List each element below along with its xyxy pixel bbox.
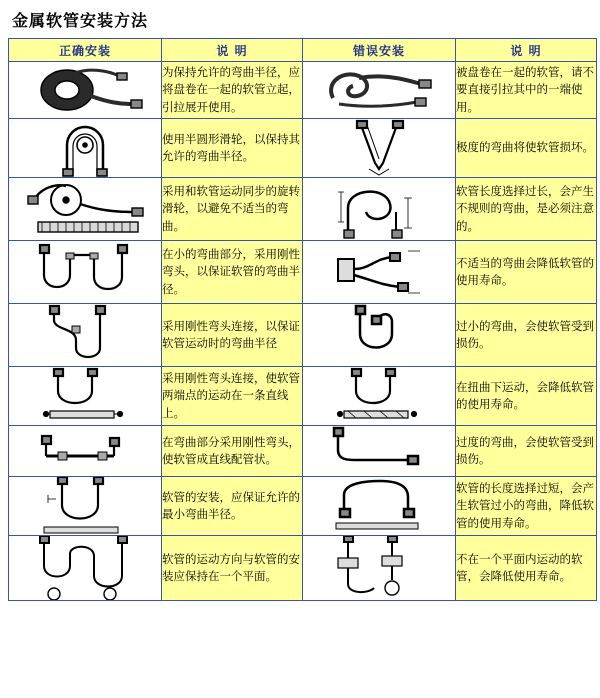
hose-over-semicircular-sheave-icon [9,119,162,178]
rigid-elbow-straight-line-motion-icon [9,367,162,426]
row-2-correct-desc: 使用半圆形滑轮，以保持其允许的弯曲半径。 [162,119,303,178]
row-6-wrong-desc: 在扭曲下运动，会降低软管的使用寿命。 [456,367,597,426]
row-1-wrong-desc: 被盘卷在一起的软管，请不要直接引拉其中的一端使用。 [456,62,597,119]
header-wrong-desc: 说 明 [456,39,597,62]
header-correct-install: 正确安装 [9,39,162,62]
row-7-correct-desc: 在弯曲部分采用刚性弯头，使软管成直线配管状。 [162,426,303,477]
too-small-bend-radius-icon [303,304,456,367]
header-wrong-install: 错误安装 [303,39,456,62]
hose-minimum-bend-radius-install-icon [9,477,162,536]
twisted-hose-motion-icon [303,367,456,426]
page-title: 金属软管安装方法 [12,11,149,30]
table-header [9,39,597,62]
row-3-correct-desc: 采用和软管运动同步的旋转滑轮，以避免不适当的弯曲。 [162,178,303,241]
row-4-wrong-desc: 不适当的弯曲会降低软管的使用寿命。 [456,241,597,304]
row-5-correct-desc: 采用刚性弯头连接，以保证软管运动时的弯曲半径 [162,304,303,367]
hose-excess-length-irregular-bend-icon [303,178,456,241]
row-2-wrong-desc: 极度的弯曲将使软管损坏。 [456,119,597,178]
row-9-correct-desc: 软管的运动方向与软管的安装应保持在一个平面。 [162,536,303,601]
table-row [9,426,597,477]
coiled-hose-pulled-straight-icon [303,62,456,119]
header-row [9,39,597,62]
table-body [9,62,597,601]
table-row [9,62,597,119]
hose-motion-out-of-plane-icon [303,536,456,601]
table-row [9,477,597,536]
installation-methods-table [8,38,597,601]
row-5-wrong-desc: 过小的弯曲，会使软管受到损伤。 [456,304,597,367]
coiled-hose-upright-icon [9,62,162,119]
row-7-wrong-desc: 过度的弯曲，会使软管受到损伤。 [456,426,597,477]
row-3-wrong-desc: 软管长度选择过长，会产生不规则的弯曲，是必须注意的。 [456,178,597,241]
hose-with-rotating-sheave-chain-icon [9,178,162,241]
improper-bend-reduces-life-icon [303,241,456,304]
rigid-elbow-small-bend-icon [9,241,162,304]
header-correct-desc: 说 明 [162,39,303,62]
rigid-elbow-u-loop-icon [9,304,162,367]
row-9-wrong-desc: 不在一个平面内运动的软管，会降低使用寿命。 [456,536,597,601]
table-row [9,119,597,178]
table-row [9,536,597,601]
row-4-correct-desc: 在小的弯曲部分，采用刚性弯头，以保证软管的弯曲半径。 [162,241,303,304]
row-6-correct-desc: 采用刚性弯头连接，使软管两端点的运动在一条直线上。 [162,367,303,426]
rigid-elbow-straight-piping-icon [9,426,162,477]
row-8-wrong-desc: 软管的长度选择过短，会产生软管过小的弯曲，降低软管的使用寿命。 [456,477,597,536]
hose-sharp-v-bend-icon [303,119,456,178]
table-row [9,304,597,367]
table-row [9,241,597,304]
row-8-correct-desc: 软管的安装，应保证允许的最小弯曲半径。 [162,477,303,536]
over-bent-hose-damage-icon [303,426,456,477]
table-row [9,367,597,426]
hose-too-long-small-bend-icon [303,477,456,536]
hose-motion-same-plane-icon [9,536,162,601]
row-1-correct-desc: 为保持允许的弯曲半径，应将盘卷在一起的软管立起，引拉展开使用。 [162,62,303,119]
table-row [9,178,597,241]
